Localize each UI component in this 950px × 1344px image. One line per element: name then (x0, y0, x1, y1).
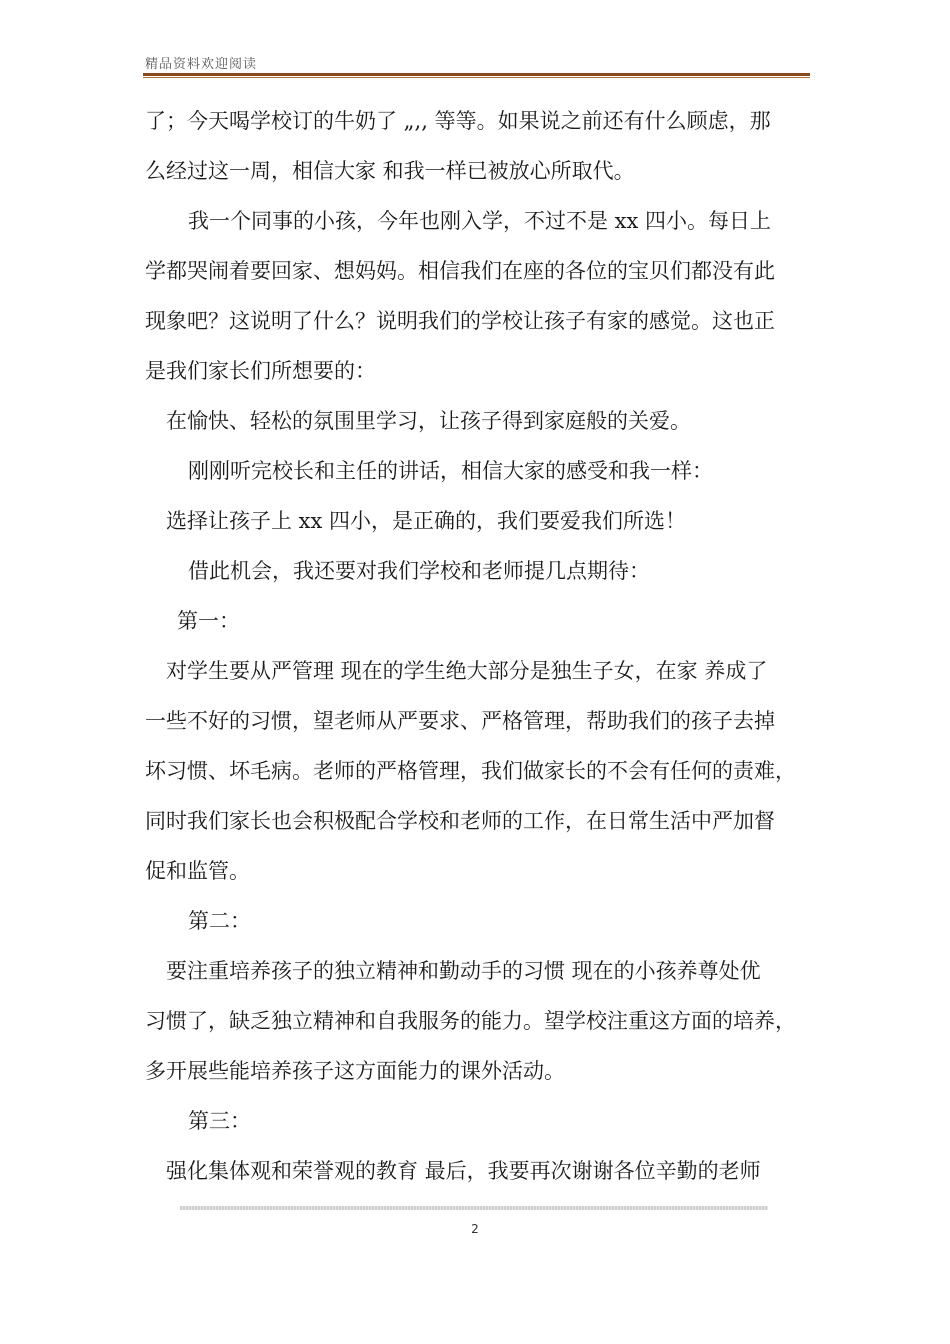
section-heading: 第一： (177, 609, 240, 633)
text-line: 刚刚听完校长和主任的讲话，相信大家的感受和我一样： (188, 459, 713, 483)
text-line: 要注重培养孩子的独立精神和勤动手的习惯 现在的小孩养尊处优 (166, 959, 761, 983)
text-line: 我一个同事的小孩，今年也刚入学，不过不是 xx 四小。每日上 (188, 209, 772, 233)
header-divider (143, 73, 810, 78)
text-line: 在愉快、轻松的氛围里学习，让孩子得到家庭般的关爱。 (166, 409, 691, 433)
text-line: 习惯了，缺乏独立精神和自我服务的能力。望学校注重这方面的培养， (145, 1009, 796, 1033)
footer-divider (180, 1206, 768, 1210)
text-line: 促和监管。 (145, 859, 250, 883)
text-line: 学都哭闹着要回家、想妈妈。相信我们在座的各位的宝贝们都没有此 (145, 259, 775, 283)
text-line: 一些不好的习惯，望老师从严要求、严格管理，帮助我们的孩子去掉 (145, 709, 775, 733)
section-heading: 第二： (188, 909, 251, 933)
text-line: 多开展些能培养孩子这方面能力的课外活动。 (145, 1059, 565, 1083)
text-line: 现象吧？这说明了什么？说明我们的学校让孩子有家的感觉。这也正 (145, 309, 775, 333)
text-line: 了；今天喝学校订的牛奶了 „,, 等等。如果说之前还有什么顾虑，那 (145, 109, 771, 133)
text-line: 借此机会，我还要对我们学校和老师提几点期待： (188, 559, 650, 583)
section-heading: 第三： (188, 1109, 251, 1133)
text-line: 是我们家长们所想要的： (145, 359, 376, 383)
text-line: 强化集体观和荣誉观的教育 最后，我要再次谢谢各位辛勤的老师 (166, 1159, 761, 1183)
text-line: 坏习惯、坏毛病。老师的严格管理，我们做家长的不会有任何的责难， (145, 759, 796, 783)
header-title: 精品资料欢迎阅读 (145, 57, 258, 72)
text-line: 对学生要从严管理 现在的学生绝大部分是独生子女，在家 养成了 (166, 659, 768, 683)
text-line: 么经过这一周，相信大家 和我一样已被放心所取代。 (145, 159, 635, 183)
text-line: 选择让孩子上 xx 四小，是正确的，我们要爱我们所选！ (166, 509, 687, 533)
page-number: 2 (471, 1222, 479, 1236)
text-line: 同时我们家长也会积极配合学校和老师的工作，在日常生活中严加督 (145, 809, 775, 833)
